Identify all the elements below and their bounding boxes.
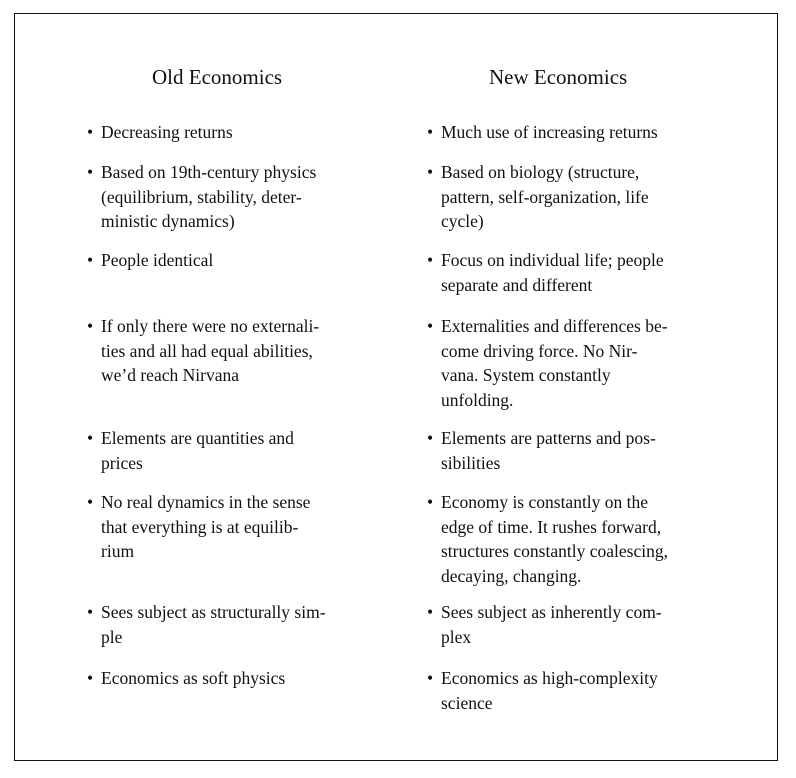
item-line: rium <box>101 541 135 562</box>
item-line: Sees subject as structurally sim- <box>101 602 326 622</box>
old-economics-heading: Old Economics <box>152 65 283 89</box>
bullet-icon: • <box>427 122 434 142</box>
bullet-icon: • <box>427 492 434 512</box>
new-economics-item <box>427 666 741 715</box>
bullet-icon: • <box>87 122 94 142</box>
item-line: People identical <box>101 250 214 270</box>
item-line: plex <box>441 626 472 647</box>
item-line: prices <box>101 452 143 473</box>
item-line: separate and different <box>441 274 593 295</box>
bullet-icon: • <box>87 316 94 336</box>
bullet-icon: • <box>427 316 434 336</box>
old-economics-item <box>87 666 401 691</box>
item-line: Elements are quantities and <box>101 428 294 448</box>
new-economics-item <box>427 600 741 649</box>
item-line: structures constantly coalescing, <box>441 541 668 562</box>
bullet-icon: • <box>87 428 94 448</box>
new-economics-item <box>427 160 741 234</box>
item-line: pattern, self-organization, life <box>441 186 649 207</box>
item-line: sibilities <box>441 452 501 473</box>
item-line: come driving force. No Nir- <box>441 340 638 361</box>
old-economics-item <box>87 120 401 145</box>
item-line: Elements are patterns and pos- <box>441 428 656 448</box>
bullet-icon: • <box>87 162 94 182</box>
old-economics-item <box>87 160 401 234</box>
item-line: Sees subject as inherently com- <box>441 602 662 622</box>
bullet-icon: • <box>427 250 434 270</box>
item-line: ties and all had equal abilities, <box>101 340 313 361</box>
bullet-icon: • <box>427 428 434 448</box>
bullet-icon: • <box>427 602 434 622</box>
old-economics-item <box>87 248 401 273</box>
old-economics-item <box>87 314 401 388</box>
item-line: Much use of increasing returns <box>441 122 658 142</box>
item-line: No real dynamics in the sense <box>101 492 311 512</box>
bullet-icon: • <box>87 250 94 270</box>
new-economics-item <box>427 314 741 412</box>
item-line: Economy is constantly on the <box>441 492 649 512</box>
new-economics-item <box>427 490 741 588</box>
item-line: science <box>441 692 493 713</box>
item-line: that everything is at equilib- <box>101 516 299 537</box>
new-economics-item <box>427 248 741 297</box>
bullet-icon: • <box>87 602 94 622</box>
item-line: Based on biology (structure, <box>441 162 640 182</box>
old-economics-item <box>87 600 401 649</box>
bullet-icon: • <box>87 668 94 688</box>
bullet-icon: • <box>87 492 94 512</box>
item-line: If only there were no externali- <box>101 316 320 336</box>
item-line: decaying, changing. <box>441 565 582 586</box>
item-line: cycle) <box>441 211 484 232</box>
new-economics-heading: New Economics <box>489 65 628 89</box>
bullet-icon: • <box>427 162 434 182</box>
item-line: (equilibrium, stability, deter- <box>101 186 302 207</box>
bullet-icon: • <box>427 668 434 688</box>
old-economics-item <box>87 426 401 475</box>
new-economics-item <box>427 120 741 145</box>
item-line: we’d reach Nirvana <box>101 365 239 386</box>
item-line: Focus on individual life; people <box>441 250 664 270</box>
item-line: ple <box>101 626 123 647</box>
item-line: unfolding. <box>441 389 514 410</box>
item-line: Economics as high-complexity <box>441 668 658 688</box>
item-line: Based on 19th-century physics <box>101 162 317 182</box>
item-line: ministic dynamics) <box>101 211 235 232</box>
item-line: Economics as soft physics <box>101 668 286 688</box>
old-economics-item <box>87 490 401 564</box>
item-line: Externalities and differences be- <box>441 316 668 336</box>
item-line: vana. System constantly <box>441 365 611 386</box>
new-economics-item <box>427 426 741 475</box>
item-line: Decreasing returns <box>101 122 233 142</box>
item-line: edge of time. It rushes forward, <box>441 516 662 537</box>
